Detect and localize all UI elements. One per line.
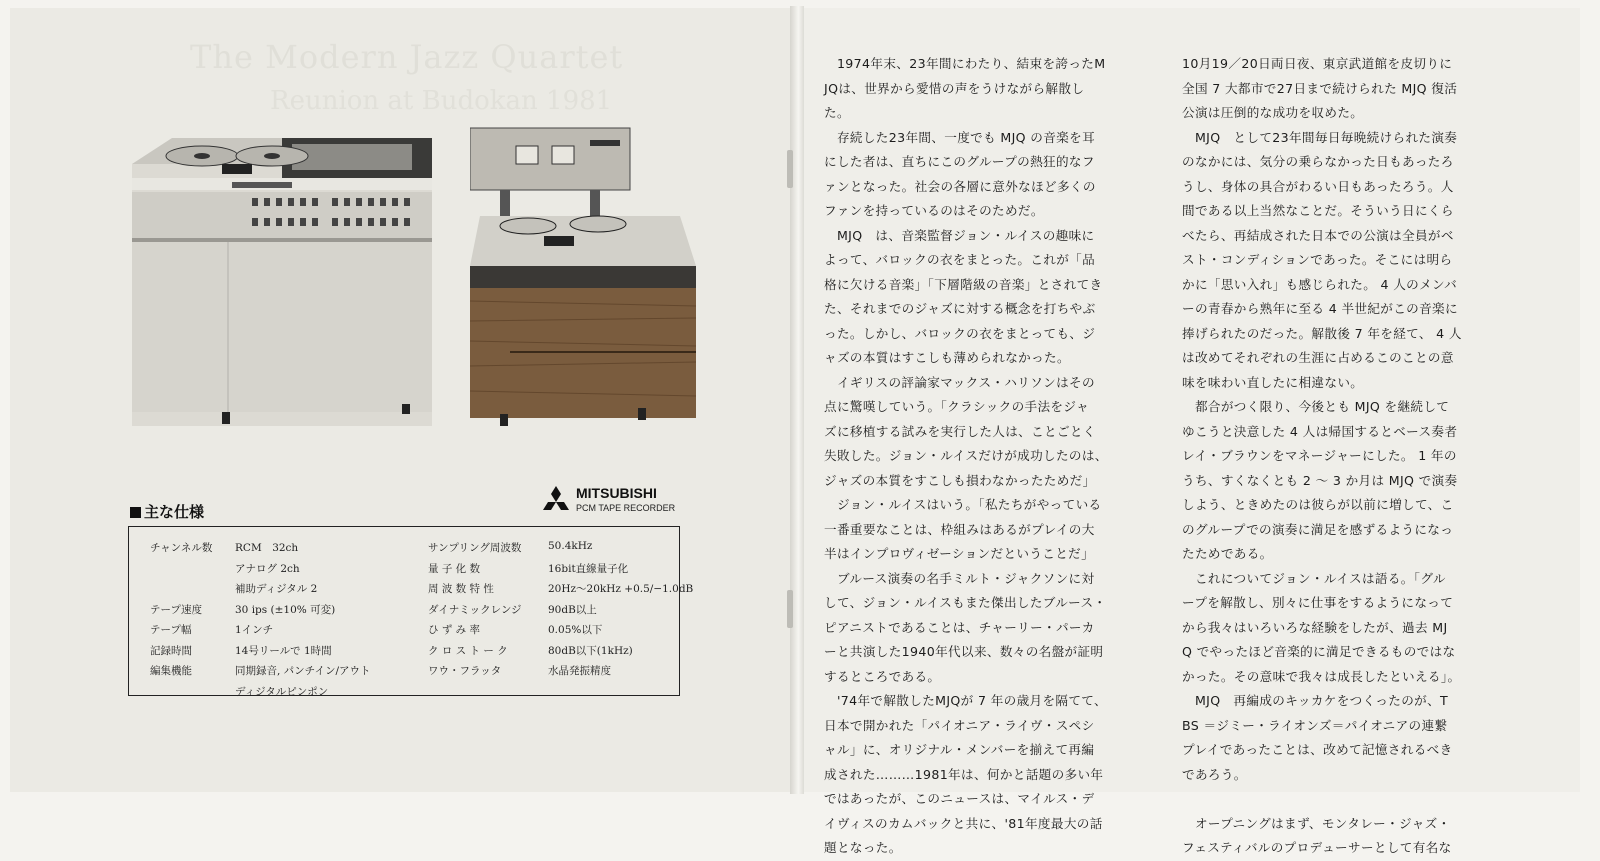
- article-line: のなかには、気分の乗らなかった日もあったろ: [1182, 154, 1454, 169]
- article-line: スト・コンディションであった。そこには明ら: [1182, 252, 1453, 267]
- article-line: ーの青春から熟年に至る 4 半世紀がこの音楽に: [1182, 301, 1458, 316]
- article-line: 点に驚嘆していう。「クラシックの手法をジャ: [824, 399, 1090, 414]
- article-line: ファンを持っているのはそのためだ。: [824, 203, 1044, 218]
- staple-bottom: [787, 590, 793, 628]
- brand-name: MITSUBISHI: [576, 485, 657, 501]
- spec-value: 30 ips (±10% 可変): [235, 603, 336, 616]
- brand-subtitle: PCM TAPE RECORDER: [576, 503, 676, 513]
- article-line: 捧げられたのだった。解散後 7 年を経て、 4 人: [1182, 325, 1462, 341]
- article-line: ャズの本質はすこしも薄められなかった。: [824, 350, 1070, 365]
- article-line: 味を味わい直したに相違ない。: [1182, 374, 1364, 390]
- article-line: 公演は圧倒的な成功を収めた。: [1182, 105, 1364, 120]
- article-line: ブルース演奏の名手ミルト・ジャクソンに対: [824, 570, 1095, 586]
- article-line: かった。その意味で我々は成長したといえる」。: [1182, 668, 1461, 684]
- spec-value: 16bit直線量子化: [548, 562, 629, 575]
- spec-label: チャンネル数: [150, 542, 213, 554]
- staple-top: [787, 150, 793, 188]
- article-line: 日本で開かれた「パイオニア・ライヴ・スペシ: [824, 717, 1095, 733]
- article-line: であろう。: [1182, 766, 1247, 782]
- article-line: イギリスの評論家マックス・ハリソンはその: [824, 374, 1095, 390]
- article-line: [1182, 787, 1528, 812]
- article-line: 成された………1981年は、何かと話題の多い年: [824, 766, 1104, 782]
- spec-label: 編集機能: [150, 665, 192, 677]
- spec-value: 80dB以下(1kHz): [548, 644, 633, 657]
- article-line: ャル」に、オリジナル・メンバーを揃えて再編: [824, 742, 1095, 757]
- article-line: は改めてそれぞれの生涯に占めるこのことの意: [1182, 350, 1454, 365]
- article-column-1: [824, 52, 1170, 861]
- article-line: オープニングはまず、モンタレー・ジャズ・: [1182, 815, 1451, 831]
- article-line: よって、バロックの衣をまとった。これが「品: [824, 252, 1096, 267]
- article-line: べたら、再結成された日本での公演は全員がベ: [1182, 227, 1454, 243]
- article-line: JQは、世界から愛惜の声をうけながら解散し: [824, 80, 1085, 96]
- article-line: 格に欠ける音楽」「下層階級の音楽」とされてき: [824, 276, 1103, 292]
- article-column-2: [1182, 52, 1528, 861]
- square-bullet-icon: [130, 507, 141, 518]
- article-line: た、それまでのジャズに対する概念を打ちやぶ: [824, 301, 1096, 316]
- article-line: 半はインプロヴィゼーションだということだ」: [824, 546, 1095, 561]
- article-line: から我々はいろいろな経験をしたが、過去 MJ: [1182, 619, 1448, 635]
- article-line: 失敗した。ジョン・ルイスだけが成功したのは、: [824, 448, 1108, 463]
- spec-label: ク ロ ス ト ー ク: [428, 644, 508, 657]
- three-diamonds-icon: [540, 485, 572, 517]
- spec-value: 20Hz～20kHz +0.5/−1.0dB: [548, 583, 694, 595]
- gutter-fold: [790, 6, 804, 794]
- spec-value: 0.05%以下: [548, 624, 603, 636]
- article-line: ァンとなった。社会の各層に意外なほど多くの: [824, 178, 1096, 194]
- article-line: うし、身体の具合がわるい日もあったろう。人: [1182, 178, 1454, 194]
- spec-label: 周 波 数 特 性: [428, 583, 494, 595]
- article-line: Q でやったほど音楽的に満足できるものではな: [1182, 644, 1456, 659]
- article-line: ズに移植する試みを実行した人は、ことごとく: [824, 423, 1096, 439]
- article-line: プレイであったことは、改めて記憶されるべき: [1182, 742, 1453, 757]
- article-line: しよう、ときめたのは彼らが以前に増して、こ: [1182, 497, 1454, 512]
- article-line: ジャズの本質をすこしも損わなかったためだ」: [824, 472, 1096, 488]
- article-line: 1974年末、23年間にわたり、結束を誇ったM: [824, 56, 1106, 71]
- article-line: ープを解散し、別々に仕事をするようになって: [1182, 595, 1454, 610]
- tape-deck-console-image: [470, 126, 696, 426]
- article-line: 間である以上当然なことだ。そういう日にくら: [1182, 203, 1454, 218]
- article-line: レイ・ブラウンをマネージャーにした。 1 年の: [1182, 448, 1457, 463]
- spec-label: サンプリング周波数: [428, 542, 522, 554]
- article-line: ピアニストであることは、チャーリー・パーカ: [824, 619, 1095, 635]
- article-line: 存続した23年間、一度でも MJQ の音楽を耳: [824, 129, 1096, 145]
- article-line: かに「思い入れ」も感じられた。 4 人のメンバ: [1182, 276, 1458, 292]
- article-line: '74年で解散したMJQが 7 年の歳月を隔てて、: [824, 693, 1107, 708]
- tape-recorder-photo: [120, 118, 710, 448]
- article-line: 全国 7 大都市で27日まで続けられた MJQ 復活: [1182, 80, 1458, 96]
- article-line: MJQ 再編成のキッカケをつくったのが、T: [1182, 693, 1449, 708]
- spec-label: ワウ・フラッタ: [428, 665, 502, 677]
- article-line: 都合がつく限り、今後とも MJQ を継続して: [1182, 399, 1450, 414]
- article-line: 一番重要なことは、枠組みはあるがプレイの大: [824, 521, 1095, 537]
- spec-value: 同期録音, パンチイン/アウト: [235, 665, 371, 677]
- article-line: たためである。: [1182, 546, 1273, 561]
- spec-value: RCM 32ch: [235, 542, 299, 554]
- spec-value: 1インチ: [235, 624, 274, 636]
- article-line: イヴィスのカムバックと共に、'81年度最大の話: [824, 815, 1103, 831]
- article-line: にした者は、直ちにこのグループの熱狂的なフ: [824, 154, 1095, 169]
- spec-label: 記録時間: [150, 644, 192, 657]
- spec-value: 90dB以上: [548, 603, 597, 616]
- spec-label: 量 子 化 数: [428, 562, 481, 575]
- article-line: のグループでの演奏に満足を感ずるようになっ: [1182, 521, 1454, 537]
- article-line: うち、すくなくとも 2 ～ 3 か月は MJQ で演奏: [1182, 472, 1458, 488]
- spec-label: ダイナミックレンジ: [428, 603, 522, 616]
- spec-value: ディジタルピンポン: [235, 685, 329, 698]
- article-line: BS ＝ジミー・ライオンズ＝パイオニアの連繋: [1182, 717, 1448, 733]
- mitsubishi-logo: [540, 485, 680, 521]
- ghost-header-line1: The Modern Jazz Quartet: [190, 38, 624, 76]
- spec-label: テープ幅: [150, 624, 192, 636]
- article-line: 題となった。: [824, 840, 902, 855]
- spec-value: 補助ディジタル 2: [235, 583, 318, 595]
- article-line: ーと共演した1940年代以来、数々の名盤が証明: [824, 644, 1104, 659]
- spec-value: アナログ 2ch: [235, 562, 300, 575]
- article-line: MJQ は、音楽監督ジョン・ルイスの趣味に: [824, 227, 1095, 243]
- article-line: フェスティバルのプロデューサーとして有名な: [1182, 840, 1452, 855]
- article-line: MJQ として23年間毎日毎晩続けられた演奏: [1182, 129, 1458, 145]
- article-line: た。: [824, 105, 850, 120]
- spec-value: 水晶発振精度: [548, 665, 611, 677]
- article-line: するところである。: [824, 668, 941, 684]
- spec-heading-text: 主な仕様: [144, 503, 205, 521]
- spec-heading: [130, 501, 204, 522]
- article-line: これについてジョン・ルイスは語る。「グル: [1182, 570, 1446, 586]
- article-line: ジョン・ルイスはいう。「私たちがやっている: [824, 497, 1102, 512]
- spec-label: ひ ず み 率: [428, 624, 481, 636]
- tape-deck-32ch-image: [132, 134, 432, 426]
- article-line: 10月19／20日両日夜、東京武道館を皮切りに: [1182, 56, 1453, 71]
- article-line: して、ジョン・ルイスもまた傑出したブルース・: [824, 595, 1107, 610]
- article-line: ゆこうと決意した 4 人は帰国するとベース奏者: [1182, 423, 1458, 439]
- article-line: った。しかし、バロックの衣をまとっても、ジ: [824, 325, 1096, 341]
- ghost-header-line2: Reunion at Budokan 1981: [270, 86, 613, 116]
- spec-value: 14号リールで 1時間: [235, 644, 332, 657]
- spec-label: テープ速度: [150, 603, 202, 616]
- spec-value: 50.4kHz: [548, 540, 593, 552]
- article-line: ではあったが、このニュースは、マイルス・デ: [824, 791, 1095, 806]
